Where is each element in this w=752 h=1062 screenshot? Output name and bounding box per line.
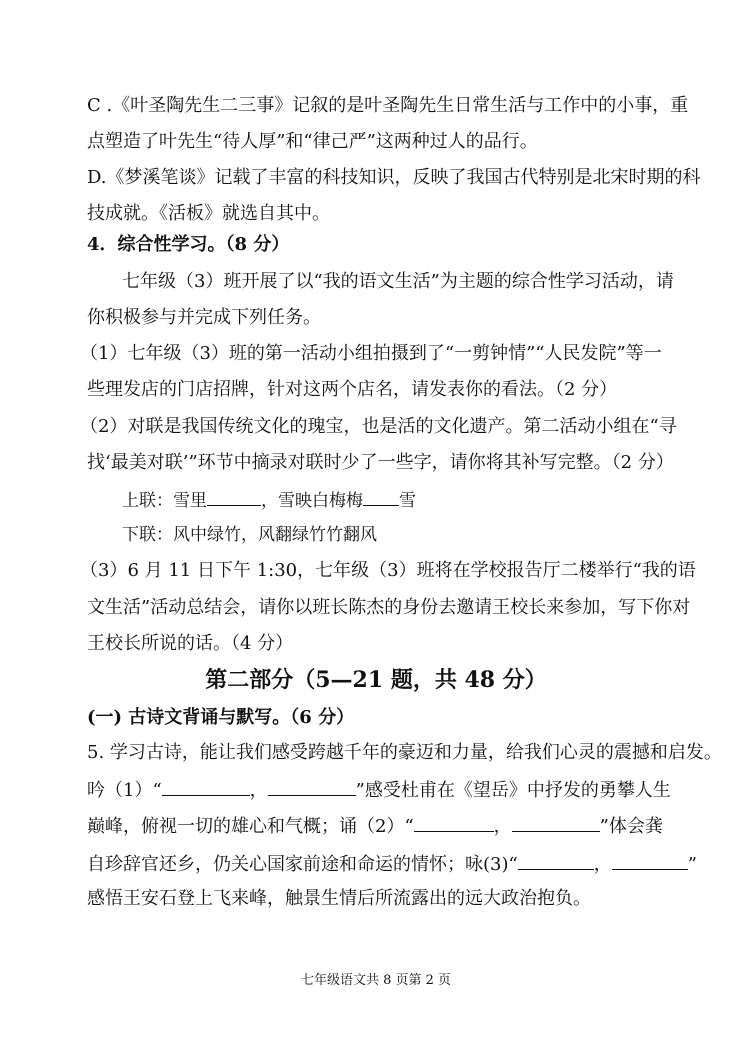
question-5-line-2-comma: ， <box>249 780 268 801</box>
answer-blank[interactable] <box>363 487 399 506</box>
question-5-line-5: 感悟王安石登上飞来峰，触景生情后所流露出的远大政治抱负。 <box>87 888 591 909</box>
question-5-line-4 <box>87 851 697 877</box>
answer-blank[interactable] <box>162 777 250 796</box>
option-c-line-2: 点塑造了叶先生“待人厚”和“律己严”这两种过人的品行。 <box>87 131 538 152</box>
part-two-heading: 第二部分（5—21 题，共 48 分） <box>205 667 547 693</box>
question-4-sub-3-line-2: 文生活”活动总结会，请你以班长陈杰的身份去邀请王校长来参加，写下你对 <box>87 597 691 618</box>
question-5-line-4-comma: ， <box>593 854 612 875</box>
answer-blank[interactable] <box>414 813 494 832</box>
question-4-sub-1-line-2: 些理发店的门店招牌，针对这两个店名，请发表你的看法。（2 分） <box>87 379 618 400</box>
option-d-line-1: D.《梦溪笔谈》记载了丰富的科技知识，反映了我国古代特别是北宋时期的科 <box>87 167 701 188</box>
question-4-sub-3-line-3: 王校长所说的话。（4 分） <box>87 633 294 654</box>
question-4-sub-1-line-1: （1）七年级（3）班的第一活动小组拍摄到了“一剪钟情”“人民发院”等一 <box>80 343 662 364</box>
answer-blank[interactable] <box>518 851 594 870</box>
question-5-line-2 <box>87 777 671 803</box>
question-5-line-2-end: ”感受杜甫在《望岳》中抒发的勇攀人生 <box>355 780 671 801</box>
question-5-line-3 <box>87 813 663 839</box>
page-footer: 七年级语文共 8 页第 2 页 <box>300 973 452 988</box>
section-one-title: (一) 古诗文背诵与默写。（6 分） <box>87 707 355 728</box>
option-d-line-2: 技成就。《活板》就选自其中。 <box>87 203 330 224</box>
couplet-upper-start: 上联：雪里 <box>122 491 207 511</box>
answer-blank[interactable] <box>207 487 261 506</box>
answer-blank[interactable] <box>268 777 356 796</box>
question-4-sub-2-line-2: 找‘最美对联’”环节中摘录对联时少了一些字，请你将其补写完整。（2 分） <box>87 452 674 473</box>
question-4-sub-3-line-1: （3）6 月 11 日下午 1:30，七年级（3）班将在学校报告厅二楼举行“我的语 <box>80 560 696 581</box>
question-5-line-3-comma: ， <box>493 816 512 837</box>
couplet-upper-middle: ，雪映白梅梅 <box>261 491 363 511</box>
couplet-upper <box>122 487 416 513</box>
couplet-lower: 下联：风中绿竹，风翻绿竹竹翻风 <box>122 525 377 545</box>
option-c-line-1: C .《叶圣陶先生二三事》记叙的是叶圣陶先生日常生活与工作中的小事，重 <box>87 95 689 116</box>
question-5-line-4-end: ” <box>687 854 697 875</box>
question-4-intro-line-2: 你积极参与并完成下列任务。 <box>87 307 321 328</box>
question-4-sub-2-line-1: （2）对联是我国传统文化的瑰宝，也是活的文化遗产。第二活动小组在“寻 <box>80 416 677 437</box>
answer-blank[interactable] <box>612 851 688 870</box>
question-5-line-3-start: 巅峰，俯视一切的雄心和气概；诵（2）“ <box>87 816 414 837</box>
question-5-line-2-start: 吟（1）“ <box>87 780 162 801</box>
question-4-title: 4．综合性学习。（8 分） <box>87 234 290 255</box>
answer-blank[interactable] <box>512 813 600 832</box>
question-5-line-1: 5. 学习古诗，能让我们感受跨越千年的豪迈和力量，给我们心灵的震撼和启发。 <box>87 742 722 763</box>
couplet-upper-end: 雪 <box>399 491 416 511</box>
question-5-line-3-end: ”体会龚 <box>599 816 663 837</box>
question-5-line-4-start: 自珍辞官还乡，仍关心国家前途和命运的情怀；咏(3)“ <box>87 854 518 875</box>
question-4-intro-line-1: 七年级（3）班开展了以“我的语文生活”为主题的综合性学习活动，请 <box>122 271 674 292</box>
